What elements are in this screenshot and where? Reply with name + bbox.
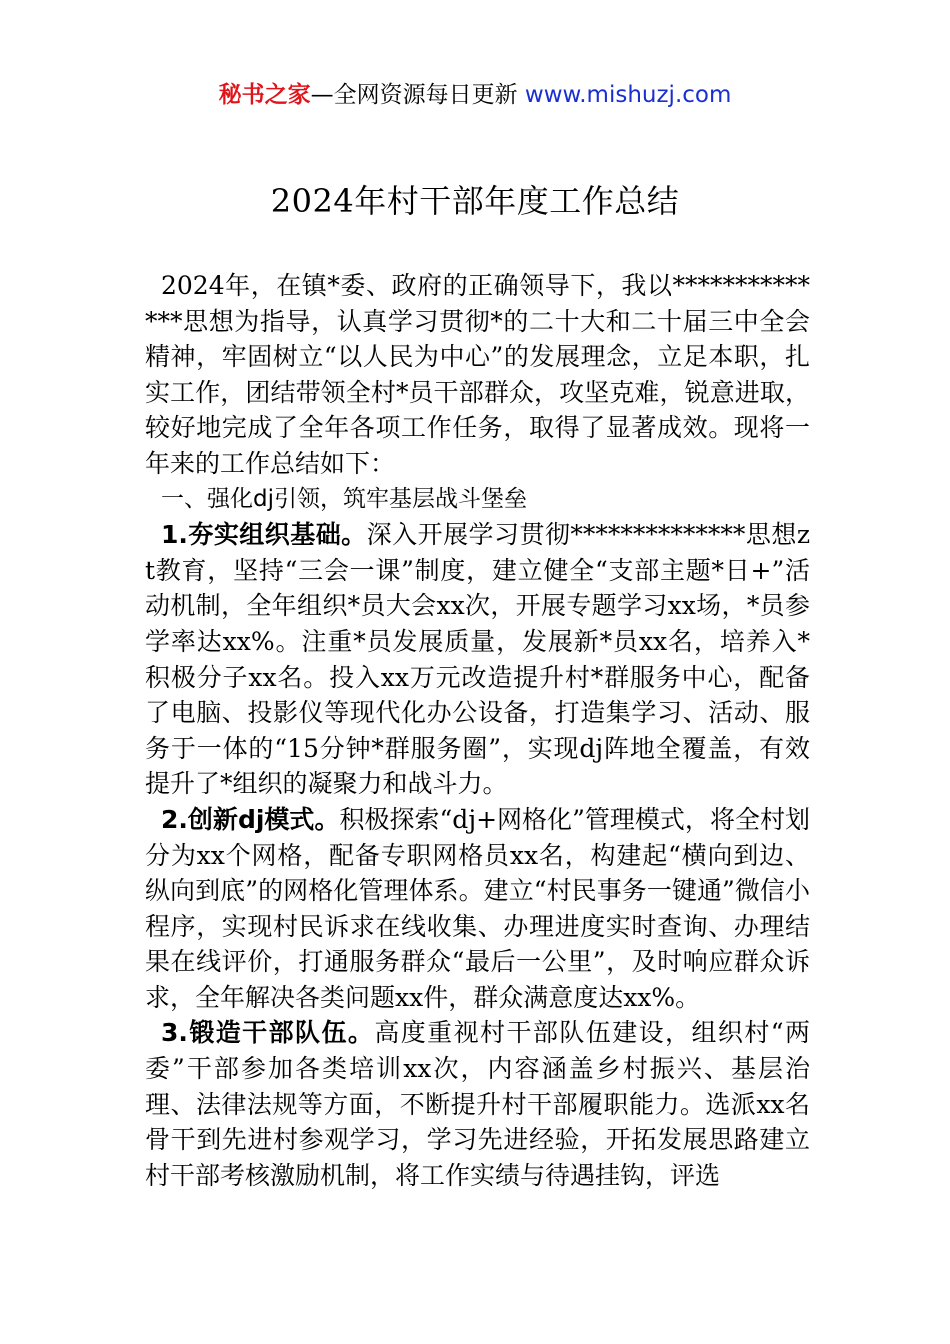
item-lead: 2.创新dj模式。 — [161, 804, 340, 834]
item-lead: 3.锻造干部队伍。 — [161, 1018, 375, 1048]
document-title: 2024年村干部年度工作总结 — [270, 182, 680, 220]
item-paragraph-3 — [145, 1015, 810, 1193]
intro-paragraph: 2024年，在镇*委、政府的正确领导下，我以**************思想为指导，认真学习贯彻*的二十大和二十届三中全会精神，牢固树立“以人民为中心”的发展理念，立足本职，扎实工作，团结带领全村*员干部群众，攻坚克难，锐意进取，较好地完成了全年各项工作任务，取得了显著成效。现将一年来的工作总结如下： — [145, 271, 810, 478]
site-tagline: —全网资源每日更新 — [310, 82, 525, 108]
document-body — [145, 268, 810, 1193]
site-header-banner — [0, 78, 950, 112]
item-text: 积极探索“dj+网格化”管理模式，将全村划分为xx个网格，配备专职网格员xx名，构建起“横向到边、纵向到底”的网格化管理体系。建立“村民事务一键通”微信小程序，实现村民诉求在线收集、办理进度实时查询、办理结果在线评价，打通服务群众“最后一公里”，及时响应群众诉求，全年解决各类问题xx件，群众满意度达xx%。 — [145, 804, 810, 1012]
item-text: 深入开展学习贯彻**************思想zt教育，坚持“三会一课”制度，建立健全“支部主题*日+”活动机制，全年组织*员大会xx次，开展专题学习xx场，*员参学率达xx%。注重*员发展质量，发展新*员xx名，培养入*积极分子xx名。投入xx万元改造提升村*群服务中心，配备了电脑、投影仪等现代化办公设备，打造集学习、活动、服务于一体的“15分钟*群服务圈”，实现dj阵地全覆盖，有效提升了*组织的凝聚力和战斗力。 — [145, 520, 810, 799]
item-lead: 1.夯实组织基础。 — [161, 520, 367, 550]
item-text: 高度重视村干部队伍建设，组织村“两委”干部参加各类培训xx次，内容涵盖乡村振兴、基层治理、法律法规等方面，不断提升村干部履职能力。选派xx名骨干到先进村参观学习，学习先进经验，开拓发展思路建立村干部考核激励机制，将工作实绩与待遇挂钩，评选 — [145, 1018, 810, 1190]
site-url-link[interactable]: www.mishuzj.com — [524, 82, 732, 108]
item-paragraph-2 — [145, 802, 810, 1016]
item-paragraph-1 — [145, 517, 810, 802]
site-brand: 秘书之家 — [218, 82, 311, 108]
section-heading: 一、强化dj引领，筑牢基层战斗堡垒 — [161, 485, 527, 512]
